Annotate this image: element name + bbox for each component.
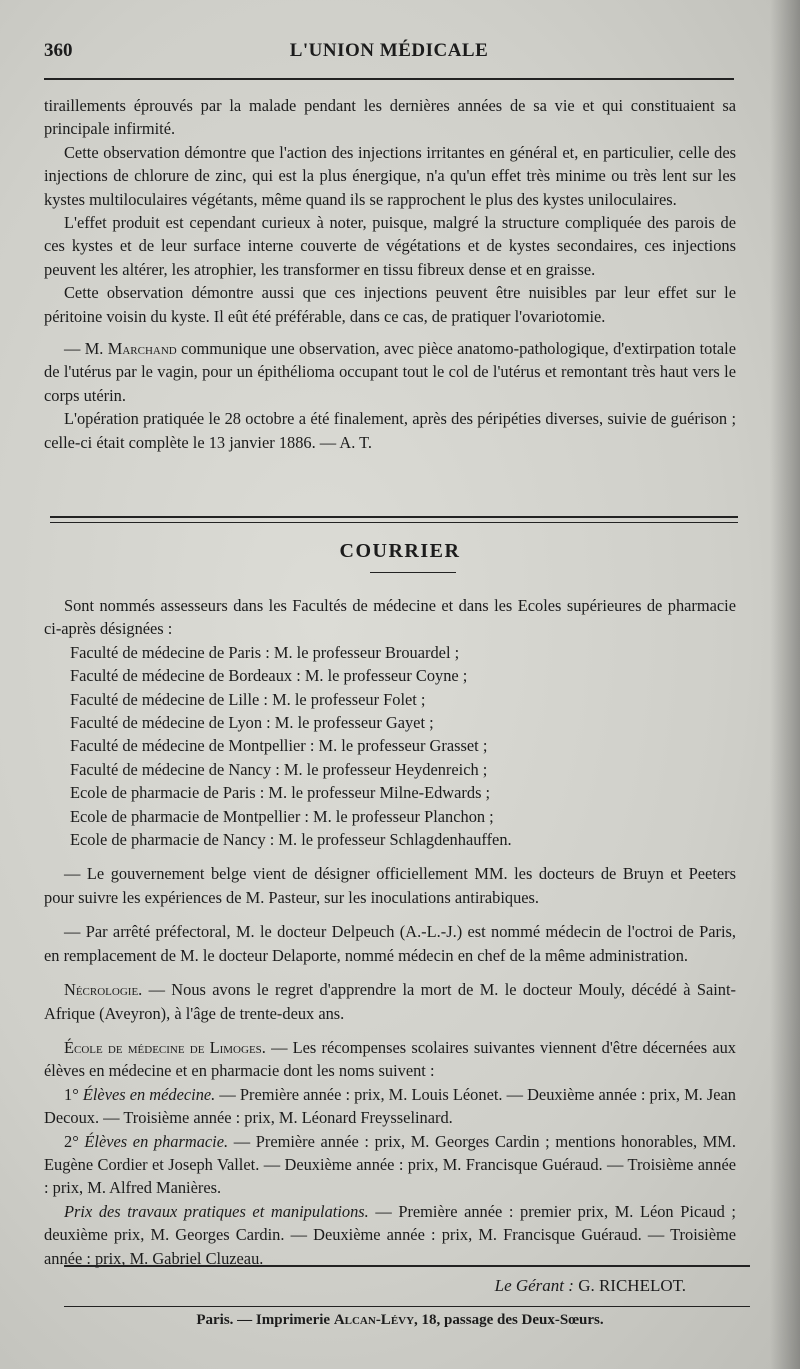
page-edge-shadow [770,0,800,1369]
manager-name: G. RICHELOT. [578,1276,686,1295]
travaux-label: Prix des travaux pratiques et manipulations. [64,1201,369,1221]
printer-address: , 18, passage des Deux-Sœurs. [414,1312,604,1328]
pharmacie-label: Élèves en pharmacie. [84,1131,229,1151]
item-number: 2° [64,1131,85,1151]
footer-rule [64,1265,750,1267]
paragraph-text: — Nous avons le regret d'apprendre la mort de M. le docteur Mouly, décédé à Saint-Afrique (Aveyron), à l'âge de trente-deux ans. [44,980,736,1023]
paragraph-arrete: — Par arrêté préfectoral, M. le docteur Delpeuch (A.-L.-J.) est nommé médecin de l'octroi de Paris, en remplacement de M. le docteur Delaporte, nommé médecin en chef de la même administration. [44,922,736,965]
paragraph-ecole [44,1036,736,1083]
list-item: Ecole de pharmacie de Montpellier : M. le professeur Planchon ; [70,806,494,826]
section-divider-thin [50,522,738,523]
paragraph-text: — Première année : prix, M. Georges Cardin ; mentions honorables, MM. Eugène Cordier et Joseph Vallet. — Deuxième année : prix, M. Francisque Guéraud. — Troisième année : prix, M. Alfred Manières. [44,1131,736,1198]
journal-title: L'UNION MÉDICALE [289,40,489,61]
printer-imprint [0,1312,800,1329]
page-number: 360 [44,40,73,61]
paragraph: L'opération pratiquée le 28 octobre a été finalement, après des péripéties diverses, suivie de guérison ; celle-ci était complète le 13 janvier 1886. — A. T. [44,409,736,452]
printer-lead: Paris. — Imprimerie [196,1312,334,1328]
footer-rule-bottom [64,1306,750,1307]
list-item: Ecole de pharmacie de Nancy : M. le professeur Schlagdenhauffen. [70,830,512,850]
article-continuation [44,94,736,454]
necrologie-label: Nécrologie. [64,980,143,1000]
section-title: COURRIER [339,540,461,562]
running-header [44,40,734,70]
paragraph-text: — Première année : premier prix, M. Léon Picaud ; deuxième prix, M. Georges Cardin. — Deuxième année : prix, M. Francisque Guéraud. — Troisième année : prix, M. Gabriel Cluzeau. [44,1201,736,1268]
paragraph-belge: — Le gouvernement belge vient de désigner officiellement MM. les docteurs de Bruyn et Peeters pour suivre les expériences de M. Pasteur, sur les inoculations antirabiques. [44,864,736,907]
list-item: Faculté de médecine de Lyon : M. le professeur Gayet ; [70,713,434,733]
paragraph-text: communique une observation, avec pièce anatomo-pathologique, d'extirpation totale de l'utérus par le vagin, pour un épithélioma occupant tout le col de l'utérus et remontant très haut vers le corps utérin. [44,339,736,405]
list-item: Ecole de pharmacie de Paris : M. le professeur Milne-Edwards ; [70,783,491,803]
ecole-label: École de médecine de Limoges. [64,1037,266,1057]
paragraph-marchand [44,337,736,407]
title-underline [370,572,456,573]
intro-paragraph: Sont nommés assesseurs dans les Facultés de médecine et dans les Ecoles supérieures de pharmacie ci-après désignées : [44,596,736,639]
paragraph: tiraillements éprouvés par la malade pendant les dernières années de sa vie et qui constituaient sa principale infirmité. [44,96,736,139]
manager-signature [470,1276,686,1296]
section-divider [50,516,738,518]
paragraph-text: — Première année : prix, M. Louis Léonet. — Deuxième année : prix, M. Jean Decoux. — Troisième année : prix, M. Léonard Freysselinard. [44,1084,736,1128]
list-item: Faculté de médecine de Nancy : M. le professeur Heydenreich ; [70,759,488,779]
paragraph-text: — Les récompenses scolaires suivantes viennent d'être décernées aux élèves en médecine et en pharmacie dont les noms suivent : [44,1037,736,1081]
list-item: Faculté de médecine de Lille : M. le professeur Folet ; [70,689,426,709]
list-item: Faculté de médecine de Bordeaux : M. le professeur Coyne ; [70,666,468,686]
list-item: Faculté de médecine de Paris : M. le professeur Brouardel ; [70,642,460,662]
manager-label: Le Gérant : [494,1276,574,1295]
header-rule [44,78,734,80]
paragraph-travaux [44,1200,736,1270]
item-number: 1° [64,1084,83,1104]
list-item: Faculté de médecine de Montpellier : M. le professeur Grasset ; [70,736,488,756]
paragraph: Cette observation démontre que l'action des injections irritantes en général et, en particulier, celle des injections de chlorure de zinc, qui est la plus énergique, n'a qu'un effet très minime ou très lent sur les kystes multiloculaires végétants, même quand ils se rapprochent le plus des kystes uniloculaires. [44,142,736,209]
medecine-label: Élèves en médecine. [82,1084,216,1104]
dash-lead: — M. [64,339,108,359]
paragraph: L'effet produit est cependant curieux à noter, puisque, malgré la structure compliquée des parois de ces kystes et de leur surface interne couverte de végétations et de kystes secondaires, ces injections peuvent les altérer, les atrophier, les transformer en tissu fibreux dense et en graisse. [44,213,736,279]
paragraph-medecine [44,1083,736,1130]
paragraph-pharmacie [44,1130,736,1200]
paragraph: Cette observation démontre aussi que ces injections peuvent être nuisibles par leur effet sur le péritoine voisin du kyste. Il eût été préférable, dans ce cas, de pratiquer l'ovariotomie. [44,283,736,326]
paragraph-necrologie [44,978,736,1025]
courrier-body [44,594,736,1270]
printer-name: Alcan-Lévy [333,1312,415,1328]
appointments-list [44,641,736,852]
author-name: Marchand [107,339,177,359]
